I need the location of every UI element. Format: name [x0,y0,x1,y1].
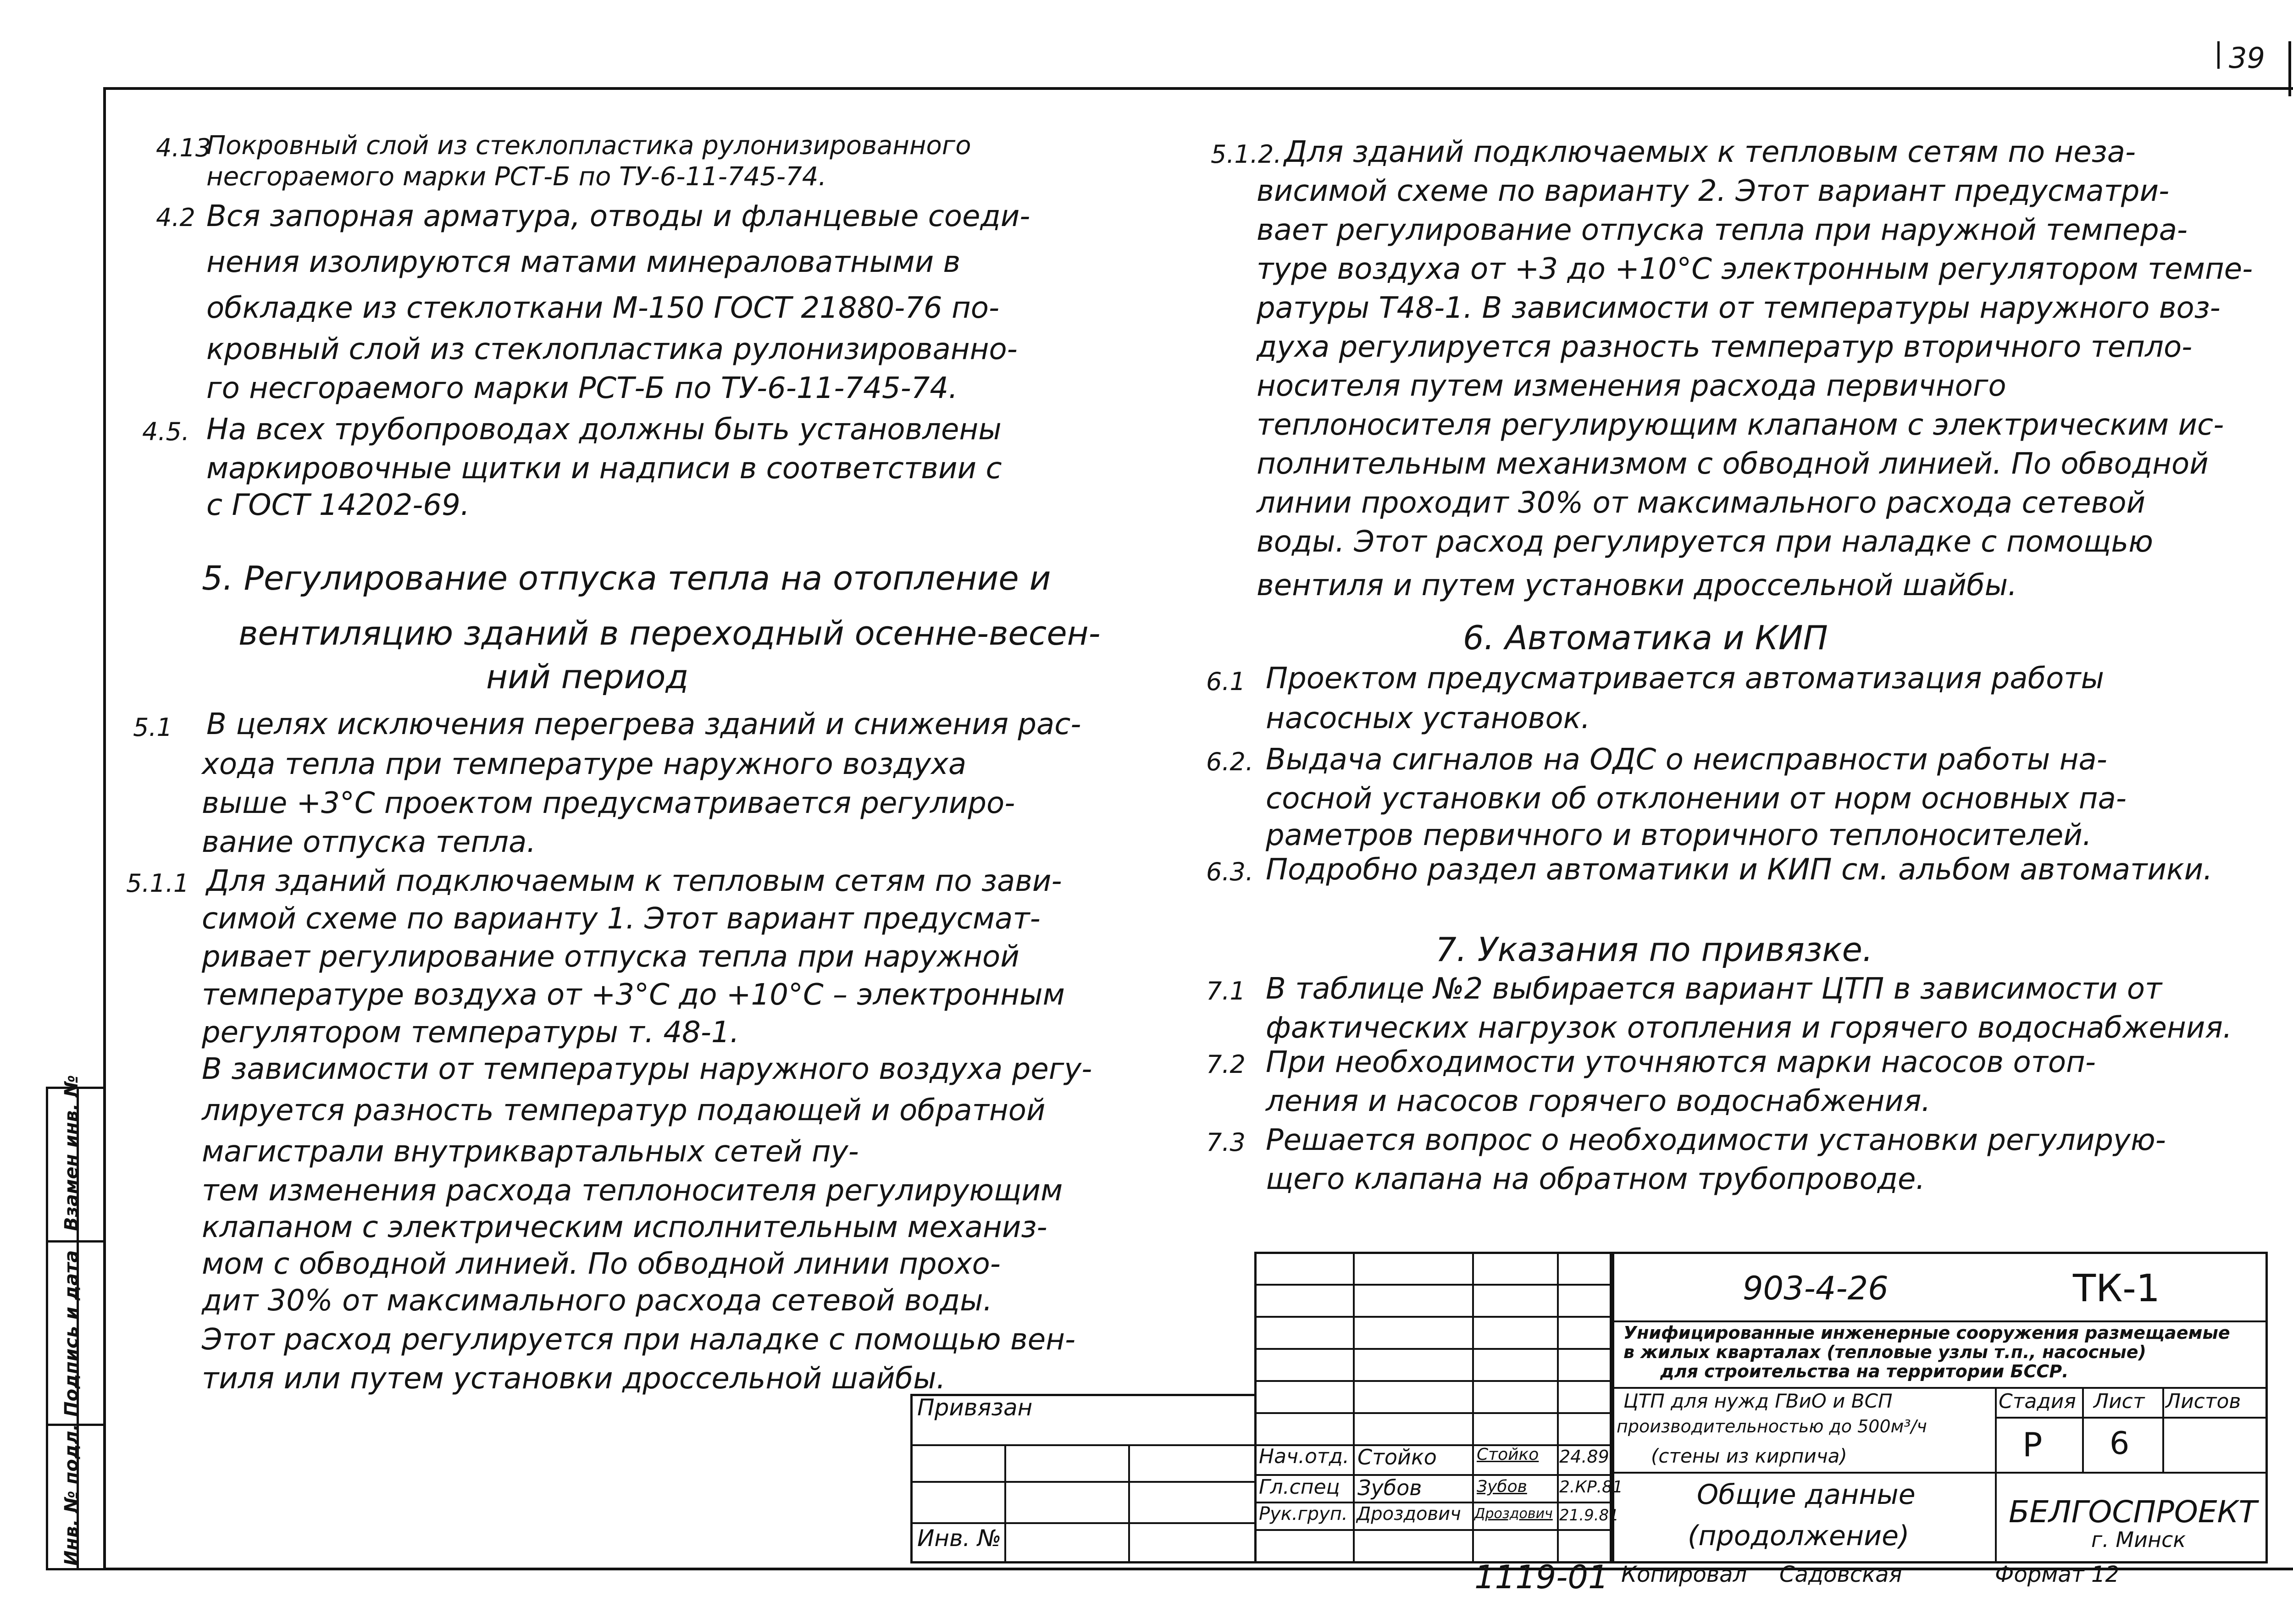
para-5-1-2-line: Для зданий подключаемых к тепловым сетям по неза- [1284,135,2136,169]
grid-line [1995,1387,1997,1472]
para-6-2-line: сосной установки об отклонении от норм основных па- [1266,782,2127,816]
para-7-3-line: Решается вопрос о необходимости установки регулирую- [1266,1123,2166,1157]
grid-line [2162,1387,2164,1472]
para-4-5-number: 4.5. [142,417,190,446]
page-number-tick [2217,41,2220,69]
copied-name: Садовская [1779,1562,1902,1587]
para-5-1-line: В целях исключения перегрева зданий и снижения рас- [206,707,1081,741]
copied-label: Копировал [1621,1562,1747,1587]
para-5-1-number: 5.1 [133,713,172,742]
para-5-1-1-line: дит 30% от максимального расхода сетевой воды. [202,1284,992,1318]
signature-role: Нач.отд. [1259,1445,1349,1468]
grid-line [1353,1252,1355,1563]
object-title-line: производительностью до 500м³/ч [1617,1416,1927,1436]
signature-role: Гл.спец [1259,1475,1340,1499]
section-5-heading: ний период [486,657,689,696]
organization-city: г. Минск [2091,1527,2186,1552]
para-5-1-2-line: висимой схеме по варианту 2. Этот вариант предусматри- [1257,174,2170,208]
sheets-header: Листов [2166,1390,2241,1413]
grid-line [1995,1417,2268,1419]
grid-line [1254,1412,1612,1414]
grid-line [1472,1252,1474,1563]
section-5-heading: вентиляцию зданий в переходный осенне-весен- [238,614,1101,652]
grid-line [1557,1252,1559,1563]
organization-name: БЕЛГОСПРОЕКТ [2009,1494,2257,1530]
para-7-2-line: При необходимости уточняются марки насосов отоп- [1266,1045,2096,1079]
signature-name: Стойко [1357,1445,1437,1469]
grid-line [1128,1444,1130,1563]
para-5-1-1-line: регулятором температуры т. 48-1. [202,1016,739,1050]
para-5-1-2-line: носителя путем изменения расхода первичного [1257,369,2006,403]
para-5-1-1-line: магистрали внутриквартальных сетей пу- [202,1135,859,1169]
signature-date: 24.89 [1559,1447,1609,1467]
para-6-1-number: 6.1 [1206,667,1246,696]
archive-number: 1119-01 [1474,1558,1609,1596]
signature-mark: Дроздович [1474,1506,1553,1522]
signature-role: Рук.груп. [1259,1503,1348,1525]
para-6-3-line: Подробно раздел автоматики и КИП см. альбом автоматики. [1266,853,2213,887]
stage-header: Стадия [1999,1390,2076,1413]
para-4-5-line: с ГОСТ 14202-69. [206,488,470,522]
para-5-1-2-line: полнительным механизмом с обводной линией. По обводной [1257,447,2209,481]
para-5-1-1-line: В зависимости от температуры наружного воздуха регу- [202,1052,1092,1086]
para-5-1-1-line: симой схеме по варианту 1. Этот вариант предусмат- [202,902,1041,936]
para-5-1-2-line: теплоносителя регулирующим клапаном с электрическим ис- [1257,408,2224,442]
drawing-title-line: Общие данные [1697,1479,1916,1511]
strip-label-inv-podl: Инв. № подл. [61,1424,82,1566]
object-title-line: ЦТП для нужд ГВиО и ВСП [1623,1390,1893,1412]
para-7-3-number: 7.3 [1206,1128,1246,1157]
grid-line [1612,1472,2268,1474]
strip-label-instead-inv: Взамен инв. № [61,1075,82,1231]
para-4-2-line: Вся запорная арматура, отводы и фланцевые соеди- [206,199,1030,233]
signature-name: Зубов [1357,1475,1422,1500]
grid-line [1254,1348,1612,1350]
para-5-1-2-line: туре воздуха от +3 до +10°С электронным регулятором темпе- [1257,252,2253,286]
format-label: Формат 12 [1995,1562,2120,1587]
para-6-2-number: 6.2. [1206,747,1254,776]
para-6-1-line: насосных установок. [1266,702,1590,735]
para-7-2-number: 7.2 [1206,1050,1246,1079]
sheet-header: Лист [2094,1390,2145,1413]
para-7-1-line: фактических нагрузок отопления и горячего водоснабжения. [1266,1011,2232,1045]
para-5-1-1-line: Этот расход регулируется при наладке с помощью вен- [202,1323,1076,1357]
para-5-1-1-line: Для зданий подключаемым к тепловым сетям по зави- [206,864,1062,898]
grid-line [1254,1284,1612,1286]
para-6-3-number: 6.3. [1206,857,1254,886]
para-5-1-2-line: воды. Этот расход регулируется при наладке с помощью [1257,525,2153,559]
frame-corner-tick [2288,41,2291,96]
para-4-5-line: маркировочные щитки и надписи в соответствии с [206,452,1002,486]
para-5-1-2-line: духа регулируется разность температур вторичного тепло- [1257,330,2193,364]
para-5-1-1-line: тиля или путем установки дроссельной шайбы. [202,1362,946,1396]
grid-line [910,1481,1257,1483]
strip-label-signature-date: Подпись и дата [61,1250,82,1417]
para-4-2-line: нения изолируются матами минераловатными в [206,245,961,279]
para-4-13-line: Покровный слой из стеклопластика рулонизированного [206,131,971,160]
para-4-13-number: 4.13 [156,133,211,162]
privyazan-label: Привязан [917,1394,1033,1421]
binding-strip [46,1075,103,1570]
signature-date: 2.КР.81 [1559,1478,1623,1497]
sheet-value: 6 [2110,1425,2130,1462]
grid-line [1254,1316,1612,1318]
signature-mark: Зубов [1477,1477,1527,1496]
drawing-title-line: (продолжение) [1688,1520,1910,1552]
stage-value: Р [2022,1425,2043,1464]
para-5-1-2-line: вает регулирование отпуска тепла при наружной темпера- [1257,213,2188,247]
object-title-line: (стены из кирпича) [1651,1445,1847,1467]
para-7-1-line: В таблице №2 выбирается вариант ЦТП в зависимости от [1266,972,2162,1006]
page-number: 39 [2229,41,2265,75]
para-5-1-1-line: тем изменения расхода теплоносителя регулирующим [202,1174,1063,1208]
section-7-heading: 7. Указания по привязке. [1435,930,1873,969]
para-6-1-line: Проектом предусматривается автоматизация работы [1266,662,2105,696]
grid-line [1612,1320,2268,1322]
project-title-line: для строительства на территории БССР. [1660,1361,2069,1381]
grid-line [910,1522,1257,1524]
para-5-1-line: хода тепла при температуре наружного воздуха [202,747,967,781]
grid-line [2082,1387,2084,1472]
doc-code: 903-4-26 [1743,1270,1889,1307]
sheet-code: ТК-1 [2073,1267,2160,1310]
para-5-1-2-line: вентиля и путем установки дроссельной шайбы. [1257,569,2017,602]
para-4-2-line: обкладке из стеклоткани М-150 ГОСТ 21880-76 по- [206,291,1000,325]
project-title-line: в жилых кварталах (тепловые узлы т.п., насосные) [1623,1342,2146,1362]
grid-line [910,1444,1257,1446]
para-5-1-2-number: 5.1.2. [1211,140,1282,169]
para-7-1-number: 7.1 [1206,977,1246,1005]
strip-divider [48,1240,105,1243]
project-title-line: Унифицированные инженерные сооружения размещаемые [1623,1323,2230,1343]
signature-name: Дроздович [1357,1503,1461,1525]
signature-date: 21.9.81 [1559,1506,1619,1525]
para-5-1-2-line: ратуры Т48-1. В зависимости от температуры наружного воз- [1257,291,2221,325]
para-4-2-line: кровный слой из стеклопластика рулонизированно- [206,332,1018,366]
grid-line [1254,1529,1612,1531]
para-4-5-line: На всех трубопроводах должны быть установлены [206,413,1002,447]
grid-line [1612,1387,2268,1389]
grid-line [1254,1380,1612,1382]
para-7-2-line: ления и насосов горячего водоснабжения. [1266,1084,1931,1118]
para-6-2-line: раметров первичного и вторичного теплоносителей. [1266,818,2092,852]
para-4-2-line: го несгораемого марки РСТ-Б по ТУ-6-11-745-74. [206,371,958,405]
para-5-1-1-line: клапаном с электрическим исполнительным механиз- [202,1210,1047,1244]
para-5-1-1-number: 5.1.1 [126,869,189,898]
para-5-1-1-line: ривает регулирование отпуска тепла при наружной [202,940,1019,974]
para-4-13-line: несгораемого марки РСТ-Б по ТУ-6-11-745-74. [206,162,827,192]
para-5-1-1-line: лируется разность температур подающей и обратной [202,1094,1046,1127]
inv-no-label: Инв. № [917,1525,1002,1552]
section-6-heading: 6. Автоматика и КИП [1463,619,1828,657]
para-4-2-number: 4.2 [156,203,195,232]
para-5-1-2-line: линии проходит 30% от максимального расхода сетевой [1257,486,2146,520]
section-5-heading: 5. Регулирование отпуска тепла на отопление и [202,559,1051,597]
para-5-1-line: вание отпуска тепла. [202,825,536,859]
signature-mark: Стойко [1477,1445,1539,1464]
para-5-1-line: выше +3°С проектом предусматривается регулиро- [202,786,1015,820]
grid-line [1004,1444,1006,1563]
para-7-3-line: щего клапана на обратном трубопроводе. [1266,1162,1925,1196]
para-5-1-1-line: температуре воздуха от +3°С до +10°С – электронным [202,978,1065,1012]
grid-line [1995,1472,1997,1563]
para-6-2-line: Выдача сигналов на ОДС о неисправности работы на- [1266,743,2107,777]
para-5-1-1-line: мом с обводной линией. По обводной линии прохо- [202,1247,1001,1281]
